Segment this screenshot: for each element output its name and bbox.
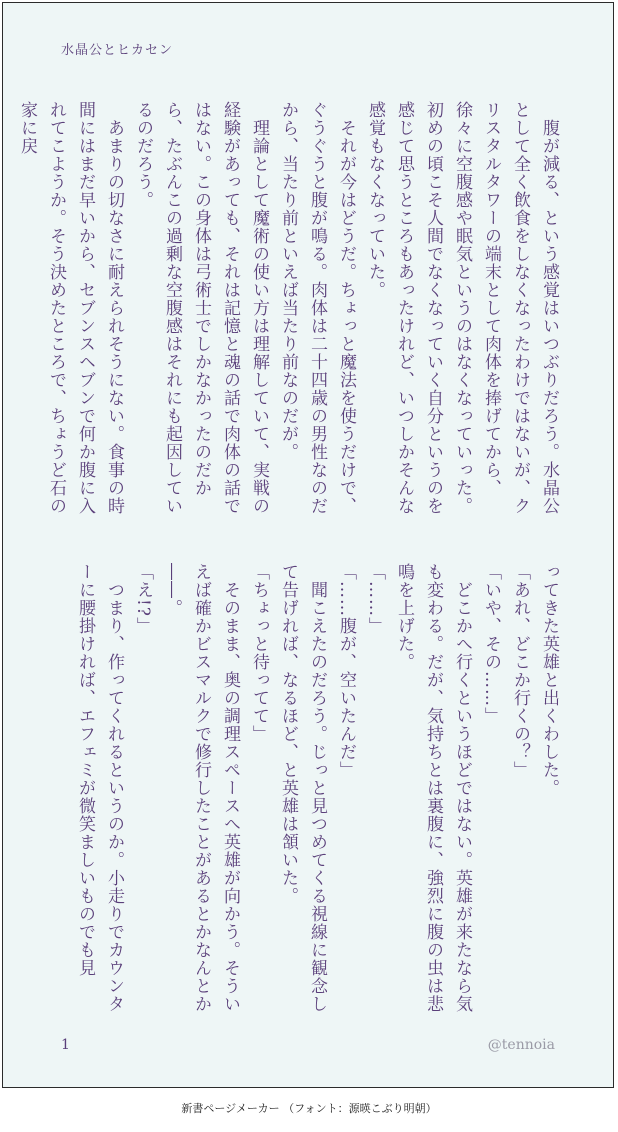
paragraph: 「いや、その……」 bbox=[481, 563, 501, 725]
page-number: 1 bbox=[61, 1037, 70, 1053]
paragraph: 「……」 bbox=[365, 563, 385, 635]
paragraph: それが今はどうだ。ちょっと魔法を使うだけで、ぐうぐうと腹が鳴る。肉体は二十四歳の男性なのだから、当たり前といえば当たり前なのだが。 bbox=[278, 101, 356, 515]
paragraph: 「あれ、どこか行くの？」 bbox=[510, 563, 530, 779]
paragraph: 理論として魔術の使い方は理解していて、実戦の経験があっても、それは記憶と魂の話で肉体の話ではない。この身体は弓術士でしかなかったのだから、たぶんこの過剰な空腹感はそれにも起因しているのだろう。 bbox=[133, 101, 269, 515]
book-page bbox=[2, 2, 614, 1088]
text-block-lower bbox=[55, 563, 563, 1013]
paragraph: 「え!?」 bbox=[133, 563, 153, 635]
paragraph: 「……腹が、空いたんだ」 bbox=[336, 563, 356, 779]
generator-caption: 新書ページメーカー （フォント：源暎こぶり明朝） bbox=[181, 1102, 437, 1115]
paragraph: 聞こえたのだろう。じっと見つめてくる視線に観念して告げれば、なるほど、と英雄は頷いた。 bbox=[278, 563, 327, 1013]
paragraph: 腹が減る、という感覚はいつぶりだろう。水晶公として全く飲食をしなくなったわけではないが、クリスタルタワーの端末として肉体を捧げてから、徐々に空腹感や眠気というのはなくなっていった。初めの頃こそ人間でなくなっていく自分というのを感じて思うところもあったけれど、いつしかそんな感覚もなくなっていた。 bbox=[365, 101, 559, 515]
page-header-title: 水晶公とヒカセン bbox=[61, 43, 174, 58]
paragraph: つまり、作ってくれるというのか。小走りでカウンターに腰掛ければ、エフェミが微笑ましいものでも見 bbox=[75, 563, 124, 1013]
paragraph: あまりの切なさに耐えられそうにない。食事の時間にはまだ早いから、セブンスヘブンで何か腹に入れてこようか。そう決めたところで、ちょうど石の家に戻 bbox=[17, 101, 124, 515]
paragraph: 「ちょっと待ってて」 bbox=[249, 563, 269, 743]
paragraph: ってきた英雄と出くわした。 bbox=[539, 563, 559, 797]
paragraph: どこかへ行くというほどではない。英雄が来たなら気も変わる。だが、気持ちとは裏腹に、強烈に腹の虫は悲鳴を上げた。 bbox=[394, 563, 472, 1013]
paragraph: そのまま、奥の調理スペースへ英雄が向かう。そういえば確かビスマルクで修行したことがあるとかなんとか――。 bbox=[162, 563, 240, 1013]
author-credit: @tennoia bbox=[487, 1037, 555, 1053]
text-block-upper bbox=[17, 101, 563, 531]
